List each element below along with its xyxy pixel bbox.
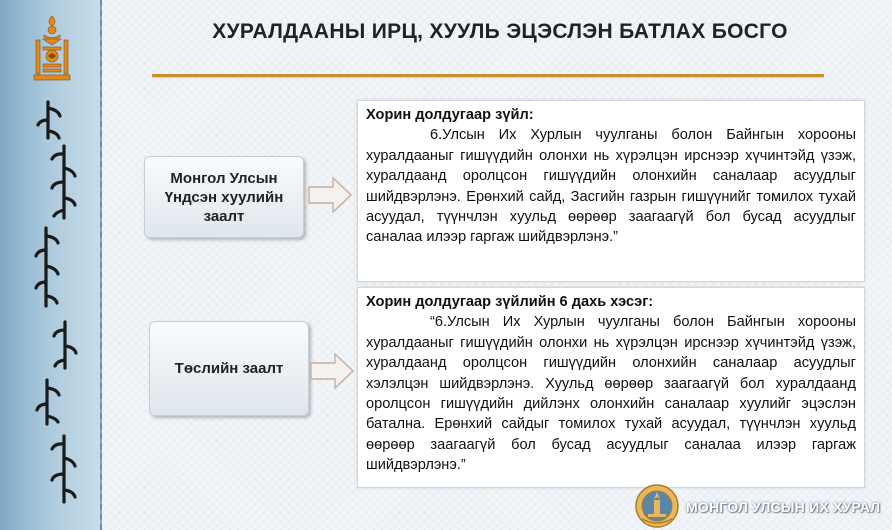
title-divider <box>152 74 824 77</box>
draft-heading: Хорин долдугаар зүйлийн 6 дахь хэсэг: <box>366 294 654 310</box>
draft-label-text: Төслийн заалт <box>174 360 284 377</box>
draft-text-box <box>357 287 865 488</box>
constitution-heading: Хорин долдугаар зүйл: <box>366 107 534 123</box>
state-emblem-icon <box>634 483 680 529</box>
footer-org-name: МОНГОЛ УЛСЫН ИХ ХУРАЛ <box>686 499 881 515</box>
draft-body: “6.Улсын Их Хурлын чуулганы болон Байнгын хорооны хуралдааныг гишүүдийн олонхи нь хүрэлцэн ирснээр хүчинтэйд үзэж, хуралдаанд оролцсон гишүүдийн олонхийн саналаар асуудлыг хэлэлцэн шийдвэрлэнэ. Хуульд өөрөөр заагаагүй бол хуралдаанд оролцсон гишүүдийн дийлэнх олонхийн саналаар хуулийг эцэслэн батална. Ерөнхий сайдыг томилох тухай асуудал, түүнчлэн хуульд өөрөөр заагаагүй бол бусад асуудлыг саналаа илээр гаргаж шийдвэрлэнэ.” <box>366 314 856 474</box>
soyombo-icon <box>31 14 73 84</box>
draft-label <box>149 321 309 416</box>
constitution-body: 6.Улсын Их Хурлын чуулганы болон Байнгын хорооны хуралдааныг гишүүдийн олонхи нь хүрэлцэн ирснээр хүчинтэйд үзэж, хуралдаанд оролцсон гишүүдийн олонхийн саналаар асуудлыг шийдвэрлэнэ. Ерөнхий сайд, Засгийн газрын гишүүнийг томилох тухай асуудал, түүнчлэн хуульд өөрөөр заагаагүй бол бусад асуудлыг саналаа илээр гаргаж шийдвэрлэнэ.” <box>366 127 856 246</box>
sidebar <box>0 0 102 530</box>
page-title: ХУРАЛДААНЫ ИРЦ, ХУУЛЬ ЭЦЭСЛЭН БАТЛАХ БОСГО <box>212 20 788 43</box>
constitution-label-text: Монгол Улсын Үндсэн хуулийн заалт <box>164 169 284 225</box>
constitution-label <box>144 156 304 238</box>
mongolian-script <box>28 98 84 508</box>
right-arrow-icon <box>309 351 355 391</box>
constitution-text-box <box>357 100 865 282</box>
right-arrow-icon <box>307 175 353 215</box>
footer <box>634 483 892 530</box>
